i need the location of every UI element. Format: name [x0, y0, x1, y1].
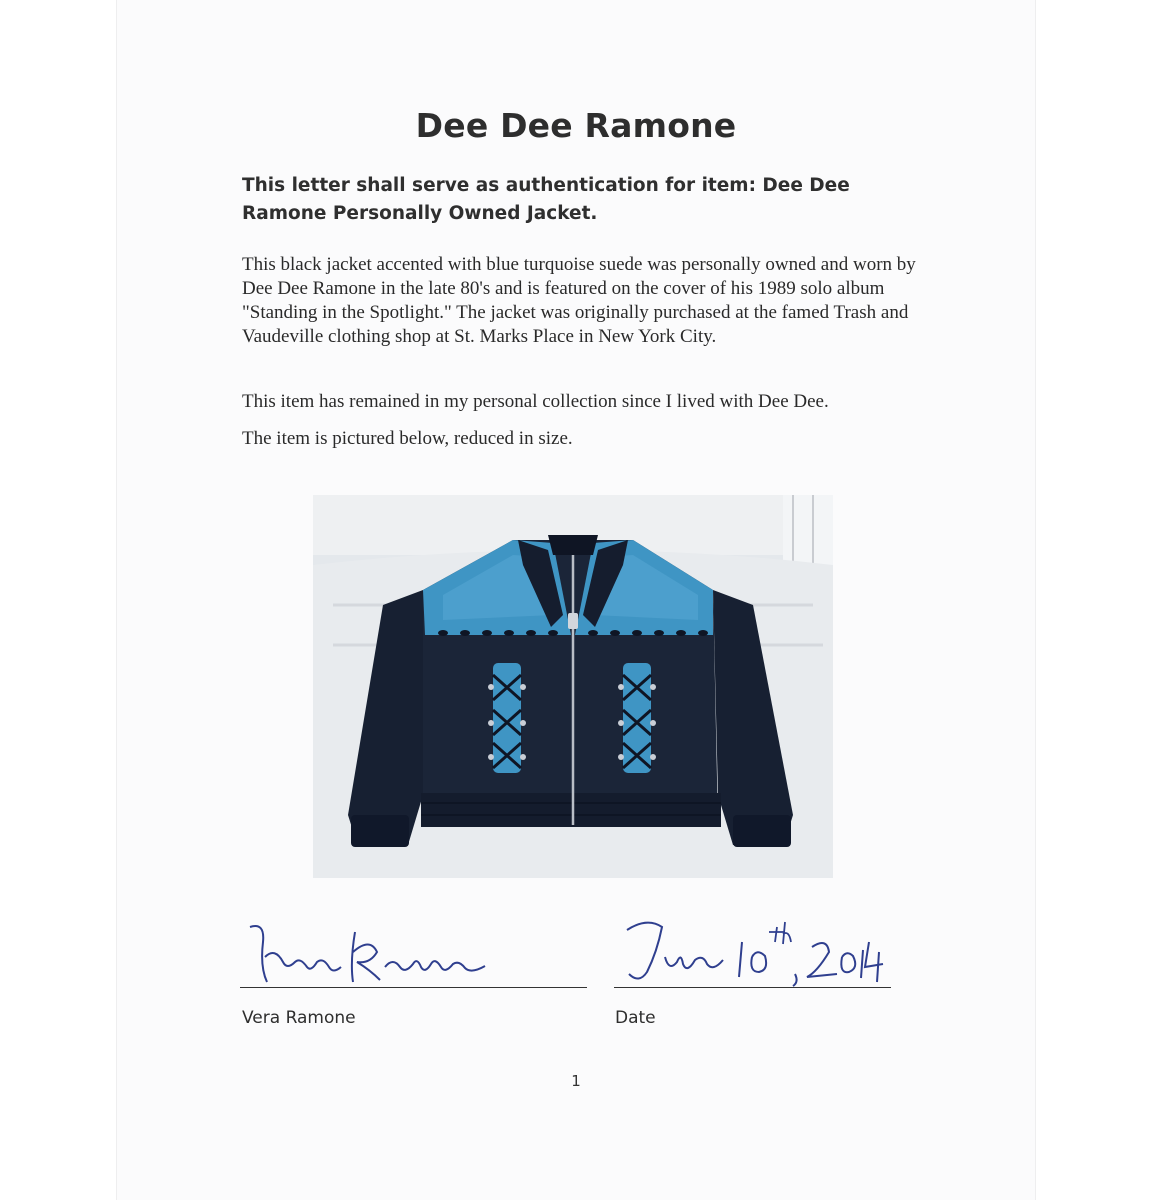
date-line — [614, 987, 891, 988]
picture-note-paragraph: The item is pictured below, reduced in size. — [242, 428, 573, 449]
letter-page — [117, 0, 1035, 1200]
page-number: 1 — [571, 1072, 581, 1090]
signature-line — [240, 987, 587, 988]
vera-ramone-signature — [245, 912, 495, 992]
item-description-paragraph: This black jacket accented with blue turquoise suede was personally owned and worn by Dee Dee Ramone in the late 80's and is featured on the cover of his 1989 solo album "Standing in the Spotlight." The jacket was originally purchased at the famed Trash and Vaudeville clothing shop at St. Marks Place in New York City. — [242, 254, 916, 347]
authentication-statement: This letter shall serve as authentication for item: Dee Dee Ramone Personally Owned Jacket. — [242, 175, 850, 224]
letter-title: Dee Dee Ramone — [415, 106, 737, 145]
signer-name-label: Vera Ramone — [242, 1008, 356, 1028]
jacket-photo — [313, 495, 833, 878]
provenance-paragraph: This item has remained in my personal collection since I lived with Dee Dee. — [242, 391, 829, 412]
jacket-photo-image — [313, 495, 833, 878]
handwritten-date — [617, 912, 887, 992]
date-label: Date — [615, 1008, 656, 1028]
